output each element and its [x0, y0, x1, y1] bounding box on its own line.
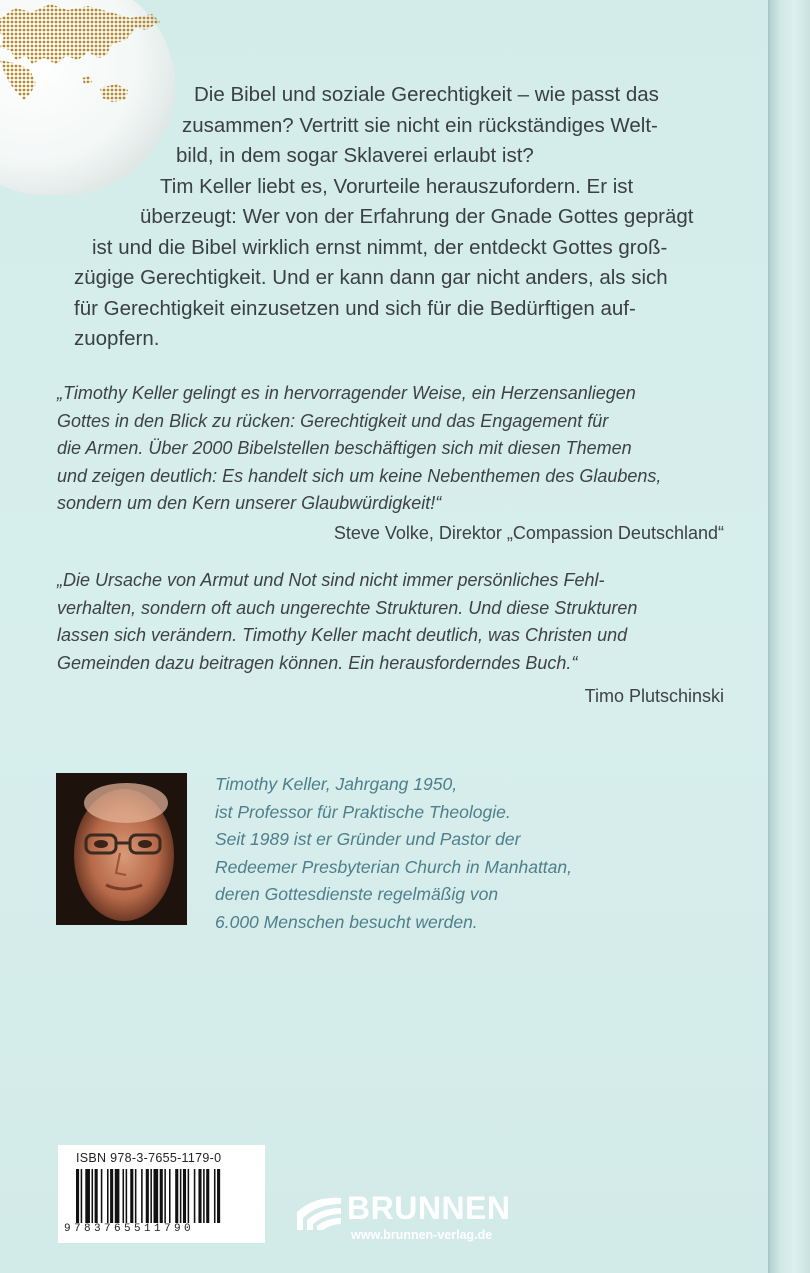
endorsement-quote-1: [57, 380, 727, 518]
publisher-logo: [295, 1186, 525, 1246]
intro-blurb: [40, 80, 700, 355]
barcode-bar: [214, 1169, 216, 1223]
intro-line: Tim Keller liebt es, Vorurteile herauszufordern. Er ist: [160, 174, 634, 198]
bio-line: Redeemer Presbyterian Church in Manhattan,: [215, 856, 572, 877]
barcode-bar: [141, 1169, 143, 1223]
barcode-bar: [130, 1169, 133, 1223]
intro-line: überzeugt: Wer von der Erfahrung der Gnade Gottes geprägt: [140, 205, 694, 228]
barcode-bar: [194, 1169, 196, 1223]
barcode-bar: [126, 1169, 128, 1223]
intro-line: für Gerechtigkeit einzusetzen und sich für die Bedürftigen auf-: [74, 296, 636, 320]
isbn-barcode: [58, 1145, 265, 1243]
barcode-bar: [206, 1169, 209, 1223]
barcode-bar: [135, 1169, 137, 1223]
quote-line: verhalten, sondern oft auch ungerechte Strukturen. Und diese Strukturen: [57, 597, 638, 618]
quote-line: lassen sich verändern. Timothy Keller macht deutlich, was Christen und: [57, 625, 628, 645]
barcode-bar: [188, 1169, 190, 1223]
brunnen-logo-icon: [295, 1192, 343, 1232]
barcode-bar: [164, 1169, 166, 1223]
quote-attribution-1: Steve Volke, Direktor „Compassion Deutschland“: [333, 523, 724, 543]
barcode-bar: [180, 1169, 182, 1223]
quote-line: „Timothy Keller gelingt es in hervorragender Weise, ein Herzensanliegen: [57, 383, 636, 403]
barcode-bar: [203, 1169, 205, 1223]
barcode-bar: [123, 1169, 125, 1223]
quote-attribution-2: Timo Plutschinski: [584, 686, 724, 706]
intro-line: zügige Gerechtigkeit. Und er kann dann gar nicht anders, als sich: [74, 266, 668, 289]
barcode-bar: [92, 1169, 94, 1223]
barcode-bar: [160, 1169, 163, 1223]
barcode-bars: [76, 1169, 251, 1223]
quote-line: sondern um den Kern unserer Glaubwürdigkeit!“: [57, 493, 442, 513]
spine-edge: [770, 0, 810, 1273]
barcode-bar: [169, 1169, 171, 1223]
barcode-bar: [217, 1169, 220, 1223]
bio-line: ist Professor für Praktische Theologie.: [215, 801, 511, 822]
quote-line: Gottes in den Blick zu rücken: Gerechtigkeit und das Engagement für: [57, 410, 609, 431]
barcode-bar: [175, 1169, 178, 1223]
barcode-bar: [198, 1169, 201, 1223]
barcode-bar: [107, 1169, 109, 1223]
publisher-name: BRUNNEN: [347, 1190, 511, 1226]
intro-line: bild, in dem sogar Sklaverei erlaubt ist?: [176, 144, 534, 167]
intro-line: zuopfern.: [74, 327, 160, 350]
quote-line: Gemeinden dazu beitragen können. Ein herausforderndes Buch.“: [57, 652, 578, 673]
endorsement-quote-2: [57, 567, 727, 677]
barcode-bar: [85, 1169, 90, 1223]
quote-line: die Armen. Über 2000 Bibelstellen beschäftigen sich mit diesen Themen: [57, 438, 632, 458]
intro-line: zusammen? Vertritt sie nicht ein rückständiges Welt-: [182, 113, 658, 137]
bio-line: 6.000 Menschen besucht werden.: [215, 911, 478, 932]
barcode-bar: [115, 1169, 120, 1223]
bio-line: deren Gottesdienste regelmäßig von: [215, 884, 499, 904]
barcode-bar: [76, 1169, 79, 1223]
bio-line: Seit 1989 ist er Gründer und Pastor der: [215, 829, 521, 849]
author-bio: [200, 771, 600, 936]
barcode-bar: [81, 1169, 83, 1223]
quote-line: und zeigen deutlich: Es handelt sich um keine Nebenthemen des Glaubens,: [57, 465, 662, 486]
barcode-bar: [150, 1169, 152, 1223]
barcode-bar: [101, 1169, 103, 1223]
barcode-bar: [183, 1169, 186, 1223]
bio-line: Timothy Keller, Jahrgang 1950,: [215, 774, 458, 794]
intro-line: Die Bibel und soziale Gerechtigkeit – wie passt das: [194, 83, 659, 106]
publisher-url: www.brunnen-verlag.de: [351, 1228, 493, 1242]
barcode-bar: [95, 1169, 98, 1223]
barcode-bar: [154, 1169, 159, 1223]
barcode-bar: [146, 1169, 149, 1223]
isbn-label: ISBN 978-3-7655-1179-0: [76, 1151, 222, 1165]
author-portrait: [56, 773, 187, 925]
barcode-bar: [110, 1169, 113, 1223]
quote-line: „Die Ursache von Armut und Not sind nicht immer persönliches Fehl-: [57, 570, 605, 590]
ean-digits: 9783765511790: [64, 1223, 195, 1235]
intro-line: ist und die Bibel wirklich ernst nimmt, der entdeckt Gottes groß-: [92, 235, 668, 259]
